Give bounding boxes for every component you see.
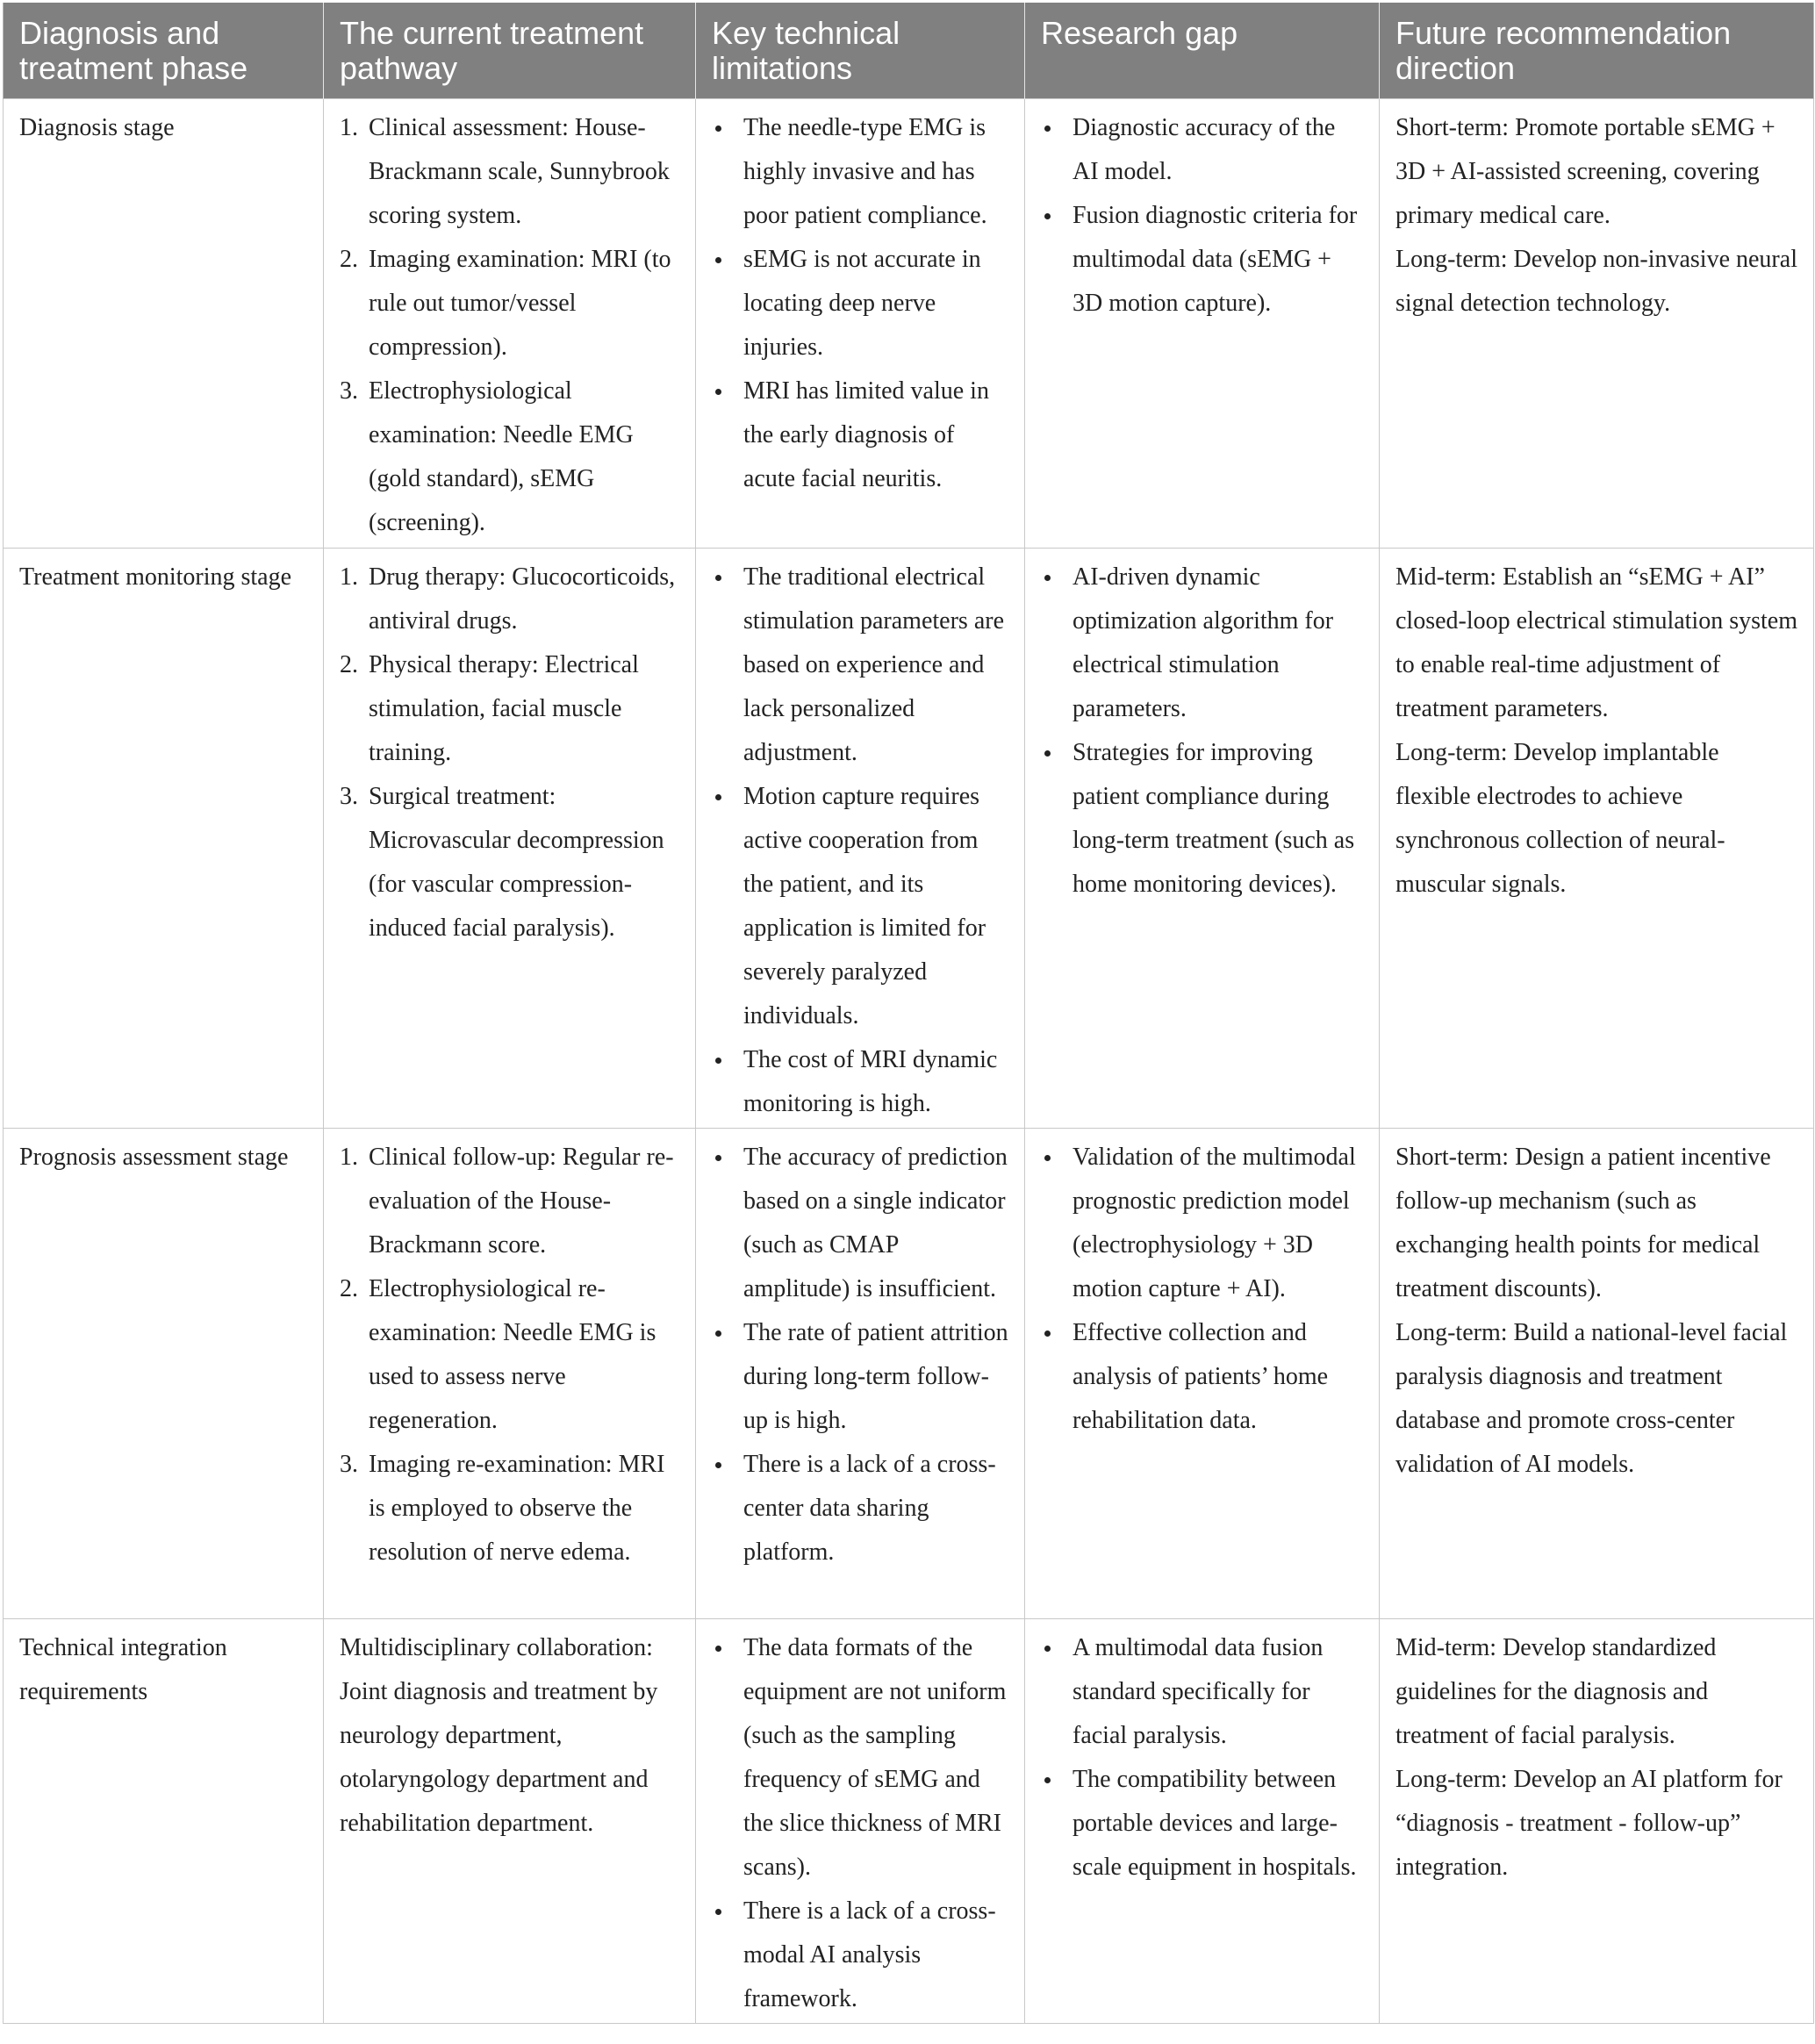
research-gap-cell <box>1025 98 1380 548</box>
header-pathway: The current treatment pathway <box>324 3 696 98</box>
limitations-list <box>712 1626 1010 2021</box>
research-table <box>3 3 1814 2024</box>
list-item: AI-driven dynamic optimization algorithm for electrical stimulation parameters. <box>1041 556 1365 731</box>
table-row <box>4 1618 1814 2023</box>
list-item: There is a lack of a cross-center data sharing platform. <box>712 1443 1010 1574</box>
pathway-cell <box>324 1128 696 1618</box>
list-item: 1. Clinical follow-up: Regular re-evaluation of the House-Brackmann score. <box>340 1143 674 1259</box>
list-item: 3. Surgical treatment: Microvascular decompression (for vascular compression-induced facial paralysis). <box>340 782 664 942</box>
list-item: The needle-type EMG is highly invasive and has poor patient compliance. <box>712 106 1010 238</box>
future-paragraph: Short-term: Promote portable sEMG + 3D + AI-assisted screening, covering primary medical care. <box>1395 113 1776 229</box>
research-gap-cell <box>1025 548 1380 1128</box>
pathway-cell: Multidisciplinary collaboration: Joint diagnosis and treatment by neurology department, otolaryngology department and rehabilitation department. <box>324 1618 696 2023</box>
list-item: 1. Drug therapy: Glucocorticoids, antiviral drugs. <box>340 563 676 635</box>
list-item: The compatibility between portable devices and large-scale equipment in hospitals. <box>1041 1758 1365 1890</box>
list-item: A multimodal data fusion standard specifically for facial paralysis. <box>1041 1626 1365 1758</box>
future-paragraph: Long-term: Develop an AI platform for “diagnosis - treatment - follow-up” integration. <box>1395 1765 1783 1881</box>
phase-cell: Diagnosis stage <box>4 98 324 548</box>
list-item: The data formats of the equipment are not uniform (such as the sampling frequency of sEMG and the slice thickness of MRI scans). <box>712 1626 1010 1890</box>
list-item: Validation of the multimodal prognostic prediction model (electrophysiology + 3D motion capture + AI). <box>1041 1136 1365 1311</box>
table-header-row <box>4 3 1814 98</box>
list-item: MRI has limited value in the early diagnosis of acute facial neuritis. <box>712 369 1010 501</box>
research-gap-cell <box>1025 1128 1380 1618</box>
list-item: The cost of MRI dynamic monitoring is high. <box>712 1038 1010 1126</box>
limitations-cell <box>696 98 1025 548</box>
limitations-list <box>712 556 1010 1126</box>
header-limitations: Key technical limitations <box>696 3 1025 98</box>
future-paragraph: Long-term: Develop non-invasive neural signal detection technology. <box>1395 245 1797 317</box>
limitations-list <box>712 106 1010 501</box>
limitations-list <box>712 1136 1010 1574</box>
table-row <box>4 548 1814 1128</box>
future-paragraph: Short-term: Design a patient incentive follow-up mechanism (such as exchanging health points for medical treatment discounts). <box>1395 1143 1771 1302</box>
gap-list <box>1041 1136 1365 1443</box>
list-item: 2. Imaging examination: MRI (to rule out tumor/vessel compression). <box>340 245 671 361</box>
list-item: Strategies for improving patient compliance during long-term treatment (such as home monitoring devices). <box>1041 731 1365 907</box>
future-paragraph: Mid-term: Develop standardized guidelines for the diagnosis and treatment of facial paralysis. <box>1395 1633 1717 1749</box>
phase-cell: Prognosis assessment stage <box>4 1128 324 1618</box>
pathway-list <box>340 1136 681 1574</box>
future-paragraph: Long-term: Build a national-level facial paralysis diagnosis and treatment database and promote cross-center validation of AI models. <box>1395 1318 1788 1478</box>
list-item: 3. Electrophysiological examination: Needle EMG (gold standard), sEMG (screening). <box>340 377 634 536</box>
limitations-cell <box>696 1618 1025 2023</box>
list-item: The rate of patient attrition during long-term follow-up is high. <box>712 1311 1010 1443</box>
future-direction-cell <box>1380 98 1814 548</box>
list-item: Effective collection and analysis of patients’ home rehabilitation data. <box>1041 1311 1365 1443</box>
list-item: Diagnostic accuracy of the AI model. <box>1041 106 1365 194</box>
list-item: There is a lack of a cross-modal AI analysis framework. <box>712 1890 1010 2021</box>
header-research-gap: Research gap <box>1025 3 1380 98</box>
pathway-cell <box>324 548 696 1128</box>
pathway-cell <box>324 98 696 548</box>
gap-list <box>1041 1626 1365 1890</box>
phase-cell: Technical integration requirements <box>4 1618 324 2023</box>
future-paragraph: Long-term: Develop implantable flexible electrodes to achieve synchronous collection of neural-muscular signals. <box>1395 738 1725 898</box>
list-item: 1. Clinical assessment: House-Brackmann scale, Sunnybrook scoring system. <box>340 113 670 229</box>
list-item: 3. Imaging re-examination: MRI is employed to observe the resolution of nerve edema. <box>340 1450 665 1566</box>
gap-list <box>1041 556 1365 907</box>
header-phase: Diagnosis and treatment phase <box>4 3 324 98</box>
research-gap-cell <box>1025 1618 1380 2023</box>
limitations-cell <box>696 548 1025 1128</box>
list-item: The accuracy of prediction based on a single indicator (such as CMAP amplitude) is insufficient. <box>712 1136 1010 1311</box>
list-item: The traditional electrical stimulation parameters are based on experience and lack personalized adjustment. <box>712 556 1010 775</box>
table-row <box>4 98 1814 548</box>
phase-cell: Treatment monitoring stage <box>4 548 324 1128</box>
pathway-list <box>340 106 681 545</box>
list-item: Fusion diagnostic criteria for multimodal data (sEMG + 3D motion capture). <box>1041 194 1365 326</box>
gap-list <box>1041 106 1365 326</box>
future-paragraph: Mid-term: Establish an “sEMG + AI” closed-loop electrical stimulation system to enable real-time adjustment of treatment parameters. <box>1395 563 1797 722</box>
table-row <box>4 1128 1814 1618</box>
header-future-direction: Future recommendation direction <box>1380 3 1814 98</box>
limitations-cell <box>696 1128 1025 1618</box>
future-direction-cell <box>1380 1128 1814 1618</box>
pathway-list <box>340 556 681 950</box>
list-item: sEMG is not accurate in locating deep nerve injuries. <box>712 238 1010 369</box>
future-direction-cell <box>1380 1618 1814 2023</box>
list-item: Motion capture requires active cooperation from the patient, and its application is limited for severely paralyzed individuals. <box>712 775 1010 1038</box>
list-item: 2. Physical therapy: Electrical stimulation, facial muscle training. <box>340 650 639 766</box>
list-item: 2. Electrophysiological re-examination: Needle EMG is used to assess nerve regeneration. <box>340 1274 656 1434</box>
future-direction-cell <box>1380 548 1814 1128</box>
